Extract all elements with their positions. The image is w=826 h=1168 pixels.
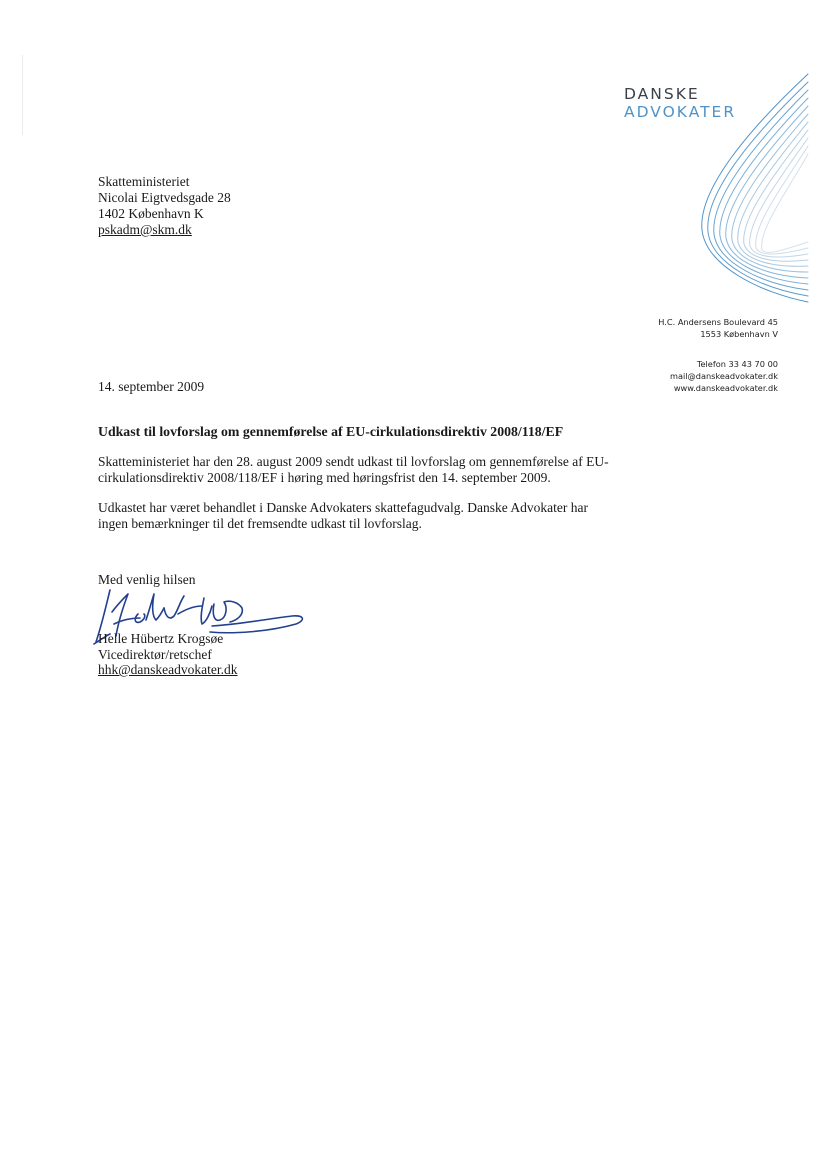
signatory-block [98, 631, 238, 678]
recipient-street: Nicolai Eigtvedsgade 28 [98, 190, 231, 205]
recipient-name: Skatteministeriet [98, 174, 190, 189]
signatory-email-link[interactable]: hhk@danskeadvokater.dk [98, 662, 238, 677]
letter-date: 14. september 2009 [98, 379, 205, 394]
letter-subject: Udkast til lovforslag om gennemførelse af EU-cirkulationsdirektiv 2008/118/EF [98, 424, 564, 439]
sender-address-line1: H.C. Andersens Boulevard 45 [658, 317, 778, 327]
letter-body [98, 454, 678, 531]
logo-text-advokater: ADVOKATER [624, 103, 737, 121]
recipient-address [98, 174, 231, 238]
sender-address-line2: 1553 København V [700, 329, 778, 339]
recipient-email-link[interactable]: pskadm@skm.dk [98, 222, 192, 237]
closing-greeting: Med venlig hilsen [98, 572, 196, 587]
body-paragraph-2 [98, 500, 678, 531]
body-p1-line2: cirkulationsdirektiv 2008/118/EF i høring med høringsfrist den 14. september 2009. [98, 469, 551, 485]
sender-website: www.danskeadvokater.dk [673, 383, 778, 393]
scan-edge-mark [22, 55, 23, 135]
logo-text-danske: DANSKE [624, 85, 700, 103]
signatory-title: Vicedirektør/retschef [98, 646, 212, 662]
signatory-name: Helle Hübertz Krogsøe [98, 631, 224, 646]
sender-info [658, 316, 778, 394]
logo-swoosh-graphic [688, 70, 810, 306]
sender-email: mail@danskeadvokater.dk [670, 371, 778, 381]
sender-phone: Telefon 33 43 70 00 [696, 359, 778, 369]
body-paragraph-1 [98, 454, 678, 485]
recipient-city: 1402 København K [98, 206, 204, 221]
body-p2-line1: Udkastet har været behandlet i Danske Advokaters skattefagudvalg. Danske Advokater har [98, 500, 588, 515]
body-p2-line2: ingen bemærkninger til det fremsendte udkast til lovforslag. [98, 515, 422, 531]
body-p1-line1: Skatteministeriet har den 28. august 2009 sendt udkast til lovforslag om gennemførelse af EU- [98, 454, 609, 469]
